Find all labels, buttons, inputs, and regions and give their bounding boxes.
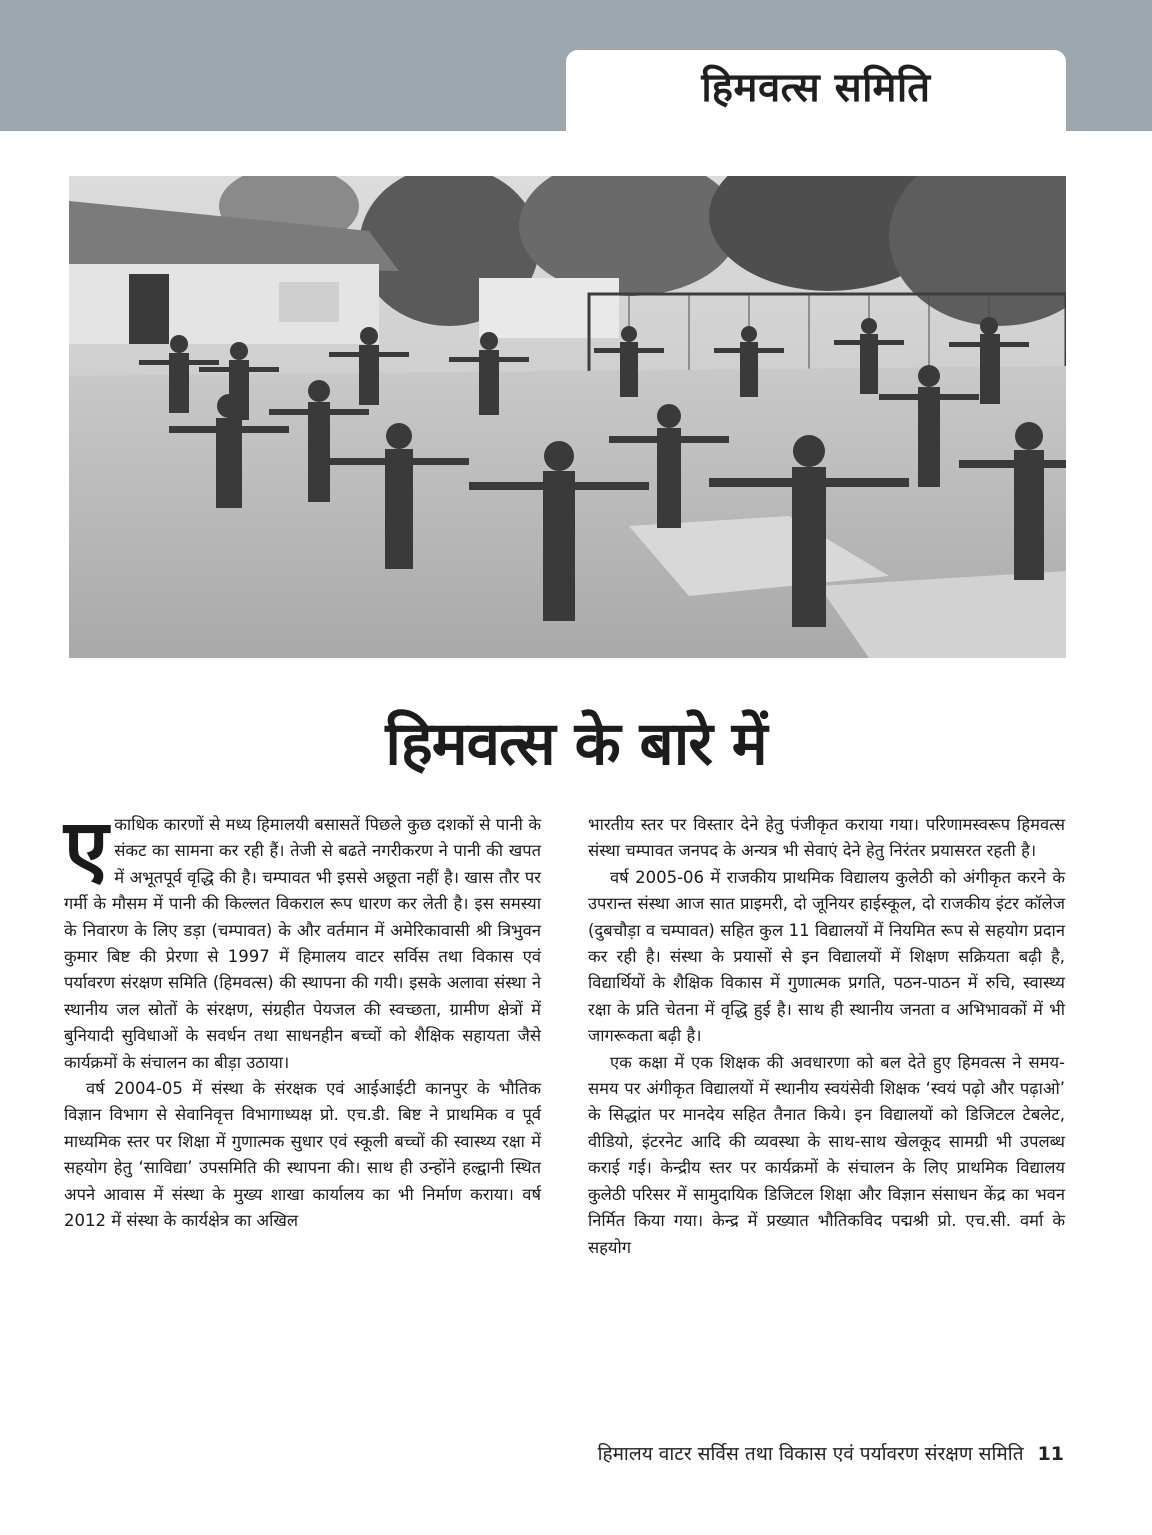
paragraph: वर्ष 2004-05 में संस्था के संरक्षक एवं आईआईटी कानपुर के भौतिक विज्ञान विभाग से सेवानिवृत्त विभागाध्यक्ष प्रो. एच.डी. बिष्ट ने प्राथमिक व पूर्व माध्यमिक स्तर पर शिक्षा में गुणात्मक सुधार एवं स्कूली बच्चों की स्वास्थ्य रक्षा में सहयोग हेतु ‘साविद्या’ उपसमिति की स्थापना की। साथ ही उन्होंने हल्द्वानी स्थित अपने आवास में संस्था के मुख्य शाखा कार्यालय का भी निर्माण कराया। वर्ष 2012 में संस्था के कार्यक्षेत्र का अखिल: [64, 1079, 541, 1231]
page-footer: [0, 1440, 1064, 1466]
paragraph-text: काधिक कारणों से मध्य हिमालयी बसासतें पिछले कुछ दशकों से पानी के संकट का सामना कर रही हैं। तेजी से बढते नगरीकरण ने पानी की खपत में अभूतपूर्व वृद्धि की है। चम्पावत भी इससे अछूता नहीं है। खास तौर पर गर्मी के मौसम में पानी की किल्लत विकराल रूप धारण कर लेती है। इस समस्या के निवारण के लिए डड़ा (चम्पावत) के और वर्तमान में अमेरिकावासी श्री त्रिभुवन कुमार बिष्ट की प्रेरणा से 1997 में हिमालय वाटर सर्विस तथा विकास एवं पर्यावरण संरक्षण समिति (हिमवत्स) की स्थापना की गयी। इसके अलावा संस्था ने स्थानीय जल स्रोतों के संरक्षण, संग्रहीत पेयजल की स्वच्छता, ग्रामीण क्षेत्रों में बुनियादी सुविधाओं के सवर्धन तथा साधनहीन बच्चों को शैक्षिक सहायता जैसे कार्यक्रमों के संचालन का बीड़ा उठाया।: [64, 815, 541, 1072]
drop-cap: ए: [64, 802, 109, 895]
page-number: 11: [1037, 1443, 1064, 1465]
article-column-left: [64, 802, 541, 1235]
paragraph: वर्ष 2005-06 में राजकीय प्राथमिक विद्यालय कुलेठी को अंगीकृत करने के उपरान्त संस्था आज सात प्राइमरी, दो जूनियर हाईस्कूल, दो राजकीय इंटर कॉलेज (दुबचौड़ा व चम्पावत) सहित कुल 11 विद्यालयों में नियमित रूप से सहयोग प्रदान कर रही है। संस्था के प्रयासों से इन विद्यालयों में शिक्षण सक्रियता बढ़ी है, विद्यार्थियों के शैक्षिक विकास में गुणात्मक प्रगति, पठन-पाठन में रुचि, स्वास्थ्य रक्षा के प्रति चेतना में वृद्धि हुई है। साथ ही स्थानीय जनता व अभिभावकों में भी जागरूकता बढ़ी है।: [588, 867, 1065, 1046]
paragraph: भारतीय स्तर पर विस्तार देने हेतु पंजीकृत कराया गया। परिणामस्वरूप हिमवत्स संस्था चम्पावत जनपद के अन्यत्र भी सेवाएं देने हेतु निरंतर प्रयासरत रहती है।: [588, 815, 1065, 861]
paragraph: एक कक्षा में एक शिक्षक की अवधारणा को बल देते हुए हिमवत्स ने समय-समय पर अंगीकृत विद्यालयों में स्थानीय स्वयंसेवी शिक्षक ‘स्वयं पढ़ो और पढ़ाओ’ के सिद्धांत पर मानदेय सहित तैनात किये। इन विद्यालयों को डिजिटल टेबलेट, वीडियो, इंटरनेट आदि की व्यवस्था के साथ-साथ खेलकूद सामग्री भी उपलब्ध कराई गई। केन्द्रीय स्तर पर कार्यक्रमों के संचालन के लिए प्राथमिक विद्यालय कुलेठी परिसर में सामुदायिक डिजिटल शिक्षा और विज्ञान संसाधन केंद्र का भवन निर्मित किया गया। केन्द्र में प्रख्यात भौतिकविद पद्मश्री प्रो. एच.सी. वर्मा के सहयोग: [588, 1052, 1065, 1257]
schoolyard-photo: [69, 176, 1066, 658]
header-tab: [566, 50, 1066, 131]
footer-organization: हिमालय वाटर सर्विस तथा विकास एवं पर्यावरण संरक्षण समिति: [597, 1443, 1024, 1465]
paragraph: [64, 802, 541, 1076]
section-title: हिमवत्स समिति: [701, 65, 931, 111]
article-title: हिमवत्स के बारे में: [385, 709, 767, 779]
article-column-right: [588, 812, 1065, 1261]
